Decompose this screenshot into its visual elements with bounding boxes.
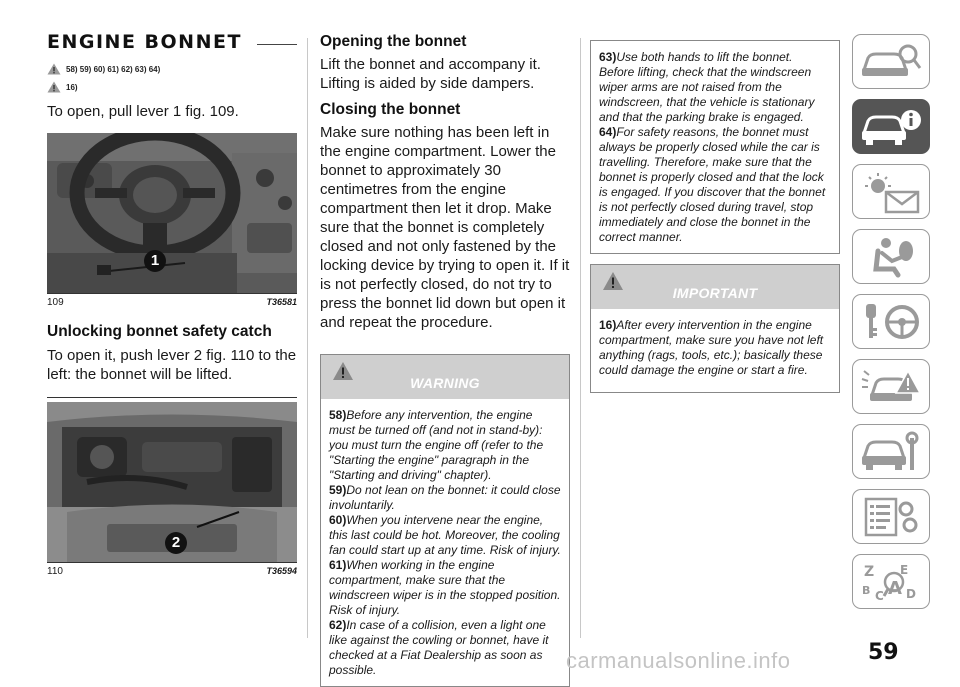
warning-box — [320, 354, 570, 687]
car-info-icon — [858, 105, 924, 149]
title-rule — [257, 44, 297, 45]
important-box-header — [591, 265, 839, 309]
svg-text:A: A — [888, 577, 902, 599]
warning-triangle-icon — [602, 271, 624, 291]
figure-110-caption — [47, 562, 297, 579]
index-icon — [858, 560, 924, 604]
figure-109-number: 109 — [47, 297, 64, 308]
tab-airbag-seat[interactable] — [852, 229, 930, 284]
figure-109-code: T36581 — [266, 297, 297, 307]
figure-110-code: T36594 — [266, 566, 297, 576]
warning-item: 62)In case of a collision, even a light one like against the cowling or bonnet, have it checked at a Fiat Dealership as soon as possible. — [329, 618, 549, 677]
tab-warning-lights[interactable] — [852, 164, 930, 219]
svg-text:C: C — [875, 588, 884, 603]
watermark-text: carmanualsonline.info — [566, 648, 791, 673]
warning-triangle-icon — [47, 63, 61, 75]
important-refs-text: 16) — [66, 82, 78, 92]
unlocking-text: To open it, push lever 2 fig. 110 to the left: the bonnet will be lifted. — [47, 347, 297, 383]
important-refs — [47, 80, 297, 94]
figure-109-caption — [47, 293, 297, 310]
airbag-seat-icon — [858, 235, 924, 279]
important-box — [590, 264, 840, 393]
opening-text: Lift the bonnet and accompany it. Lifting is aided by side dampers. — [320, 56, 541, 92]
tab-technical-data[interactable] — [852, 489, 930, 544]
chapter-tabs — [852, 34, 930, 619]
column-divider — [307, 38, 308, 638]
figure-110 — [47, 402, 297, 562]
section-header — [47, 30, 297, 54]
car-maintenance-icon — [858, 430, 924, 474]
car-search-icon — [858, 40, 924, 84]
important-box-body — [591, 309, 839, 392]
warning-box-header — [321, 355, 569, 399]
column-divider — [580, 38, 581, 638]
warning-item: 58)Before any intervention, the engine must be turned off (and not in stand-by): you must turn the engine off (refer to the "Starting the engine" paragraph in the "Starting and driving" chapter). — [329, 408, 544, 482]
warning-lights-icon — [858, 170, 924, 214]
tab-key-steering[interactable] — [852, 294, 930, 349]
technical-data-icon — [858, 495, 924, 539]
warning-refs-text: 58) 59) 60) 61) 62) 63) 64) — [66, 64, 161, 74]
intro-text: To open, pull lever 1 fig. 109. — [47, 103, 239, 120]
tab-car-maintenance[interactable] — [852, 424, 930, 479]
warning-item: 63)Use both hands to lift the bonnet. Before lifting, check that the windscreen wiper arms are not raised from the windscreen, that the vehicle is stationary and that the parking brake is engaged. — [599, 50, 815, 124]
tab-car-info[interactable] — [852, 99, 930, 154]
warning-refs — [47, 62, 297, 76]
breakdown-icon — [858, 365, 924, 409]
warning-item: 64)For safety reasons, the bonnet must always be properly closed while the car is travelling. Therefore, make sure that the bonnet is properly closed and that the lock is engaged. If you discover that the bonnet is not perfectly closed during travel, stop immediately and close the bonnet in the correct manner. — [599, 125, 826, 244]
unlocking-heading: Unlocking bonnet safety catch — [47, 323, 272, 340]
figure-110-number: 110 — [47, 566, 63, 577]
svg-text:E: E — [900, 562, 909, 577]
column-left — [47, 30, 297, 579]
warning-box-body — [321, 399, 569, 686]
page-number: 59 — [868, 640, 899, 665]
key-steering-icon — [858, 300, 924, 344]
column-middle — [320, 32, 570, 687]
callout-2: 2 — [165, 532, 187, 554]
warning-item: 61)When working in the engine compartment, make sure that the windscreen wiper is in the stopped position. Risk of injury. — [329, 558, 561, 617]
warning-continued-box — [590, 40, 840, 254]
closing-heading: Closing the bonnet — [320, 101, 461, 118]
important-label: IMPORTANT — [672, 285, 758, 301]
dashboard-steering-photo — [47, 133, 297, 293]
closing-text: Make sure nothing has been left in the engine compartment. Lower the bonnet to approximately 30 centimetres from the engine compartment then let it drop. Make sure that the bonnet is completely closed and not only fastened by the locking device by trying to open it. If it is not perfectly closed, do not try to press the bonnet lid down but open it and repeat the procedure. — [320, 124, 570, 331]
warning-item: 59)Do not lean on the bonnet: it could close involuntarily. — [329, 483, 561, 512]
svg-text:B: B — [862, 583, 871, 597]
page-title: ENGINE BONNET — [47, 31, 242, 53]
warning-item: 60)When you intervene near the engine, this last could be hot. Moreover, the cooling fan could start up at any time. Risk of injury. — [329, 513, 561, 557]
figure-110-rule — [47, 397, 297, 398]
warning-continued-body — [591, 41, 839, 253]
svg-text:Z: Z — [864, 563, 875, 580]
tab-car-search[interactable] — [852, 34, 930, 89]
important-item: 16)After every intervention in the engine compartment, make sure you have not left anything (rags, tools, etc.); basically these could damage the engine or start a fire. — [599, 318, 824, 377]
svg-text:D: D — [906, 586, 916, 601]
tab-breakdown[interactable] — [852, 359, 930, 414]
callout-1: 1 — [144, 250, 166, 272]
column-right — [590, 40, 840, 393]
figure-109 — [47, 133, 297, 293]
warning-triangle-icon — [47, 81, 61, 93]
warning-triangle-icon — [332, 361, 354, 381]
tab-index[interactable] — [852, 554, 930, 609]
warning-label: WARNING — [410, 375, 480, 391]
opening-heading: Opening the bonnet — [320, 33, 467, 50]
